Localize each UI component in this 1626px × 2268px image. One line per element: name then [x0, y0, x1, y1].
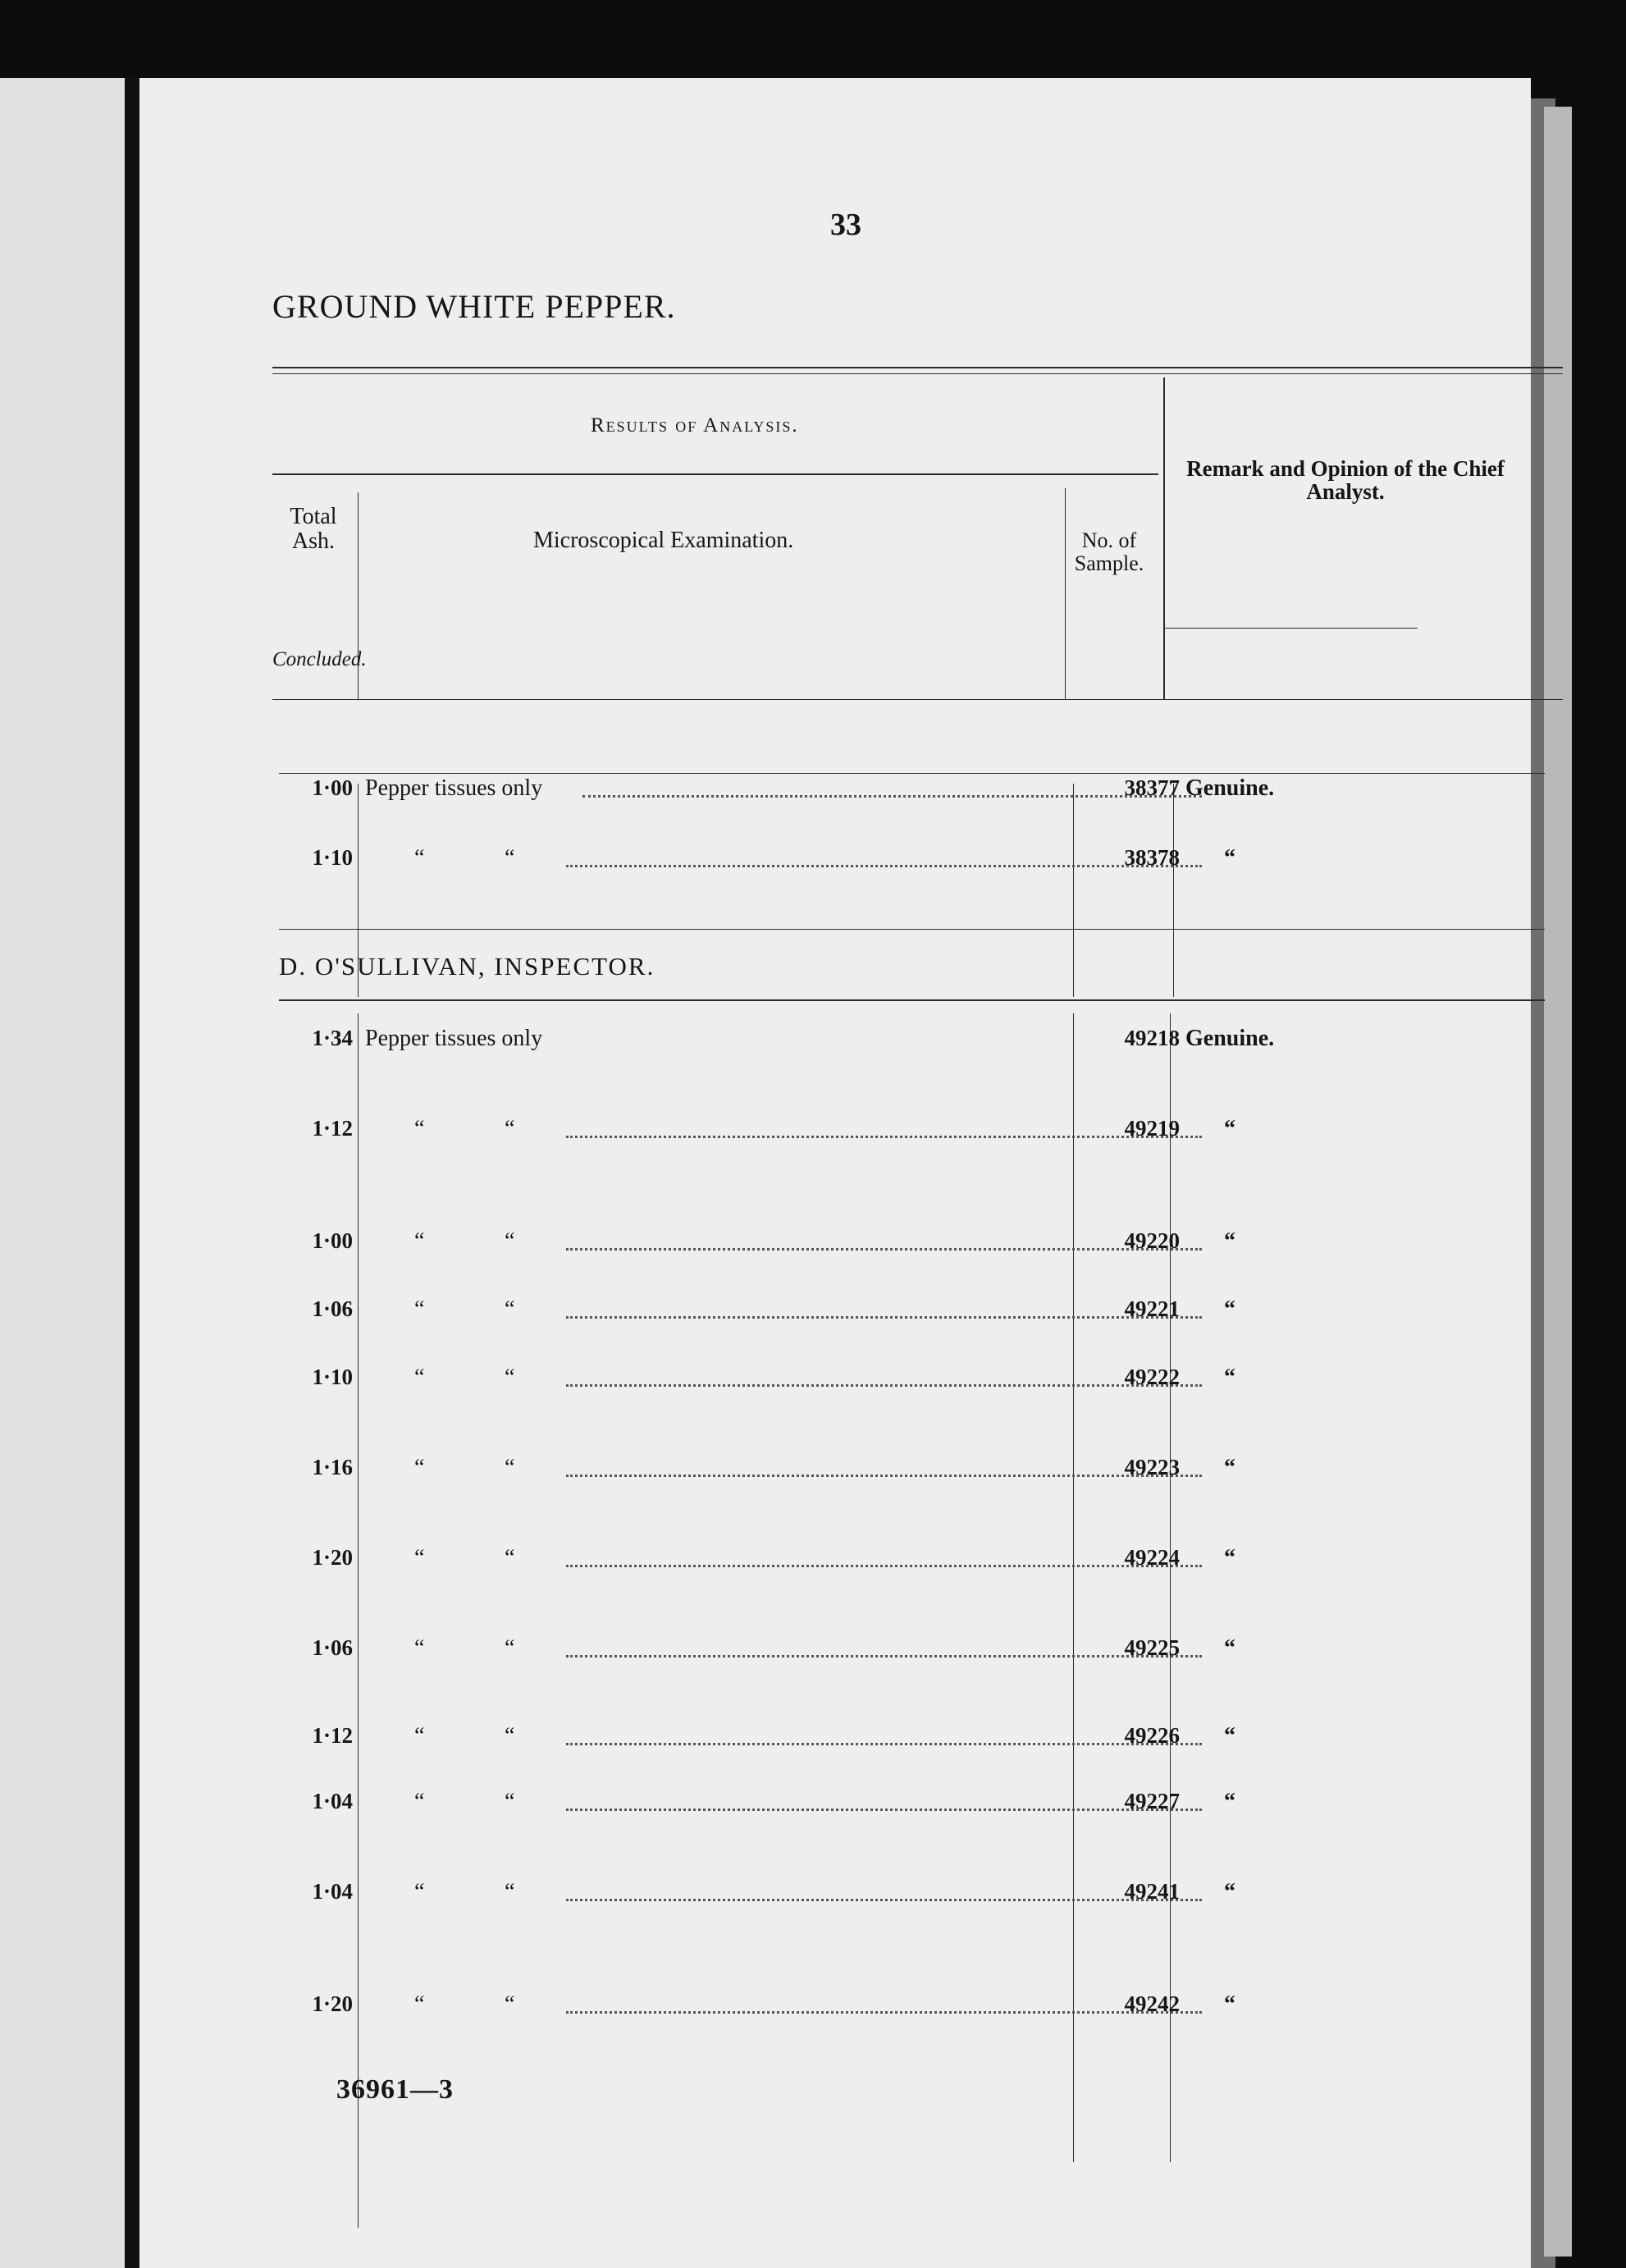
col-divider [1073, 784, 1074, 997]
table-row [139, 845, 1531, 878]
ditto-mark: “ [505, 1789, 515, 1814]
table-row [139, 1991, 1531, 2024]
remark-value: “ [1224, 1455, 1235, 1480]
sample-number: 49221 [1124, 1296, 1180, 1321]
remark-opinion-header: Remark and Opinion of the Chief Analyst. [1186, 456, 1505, 504]
sample-number: 49220 [1124, 1228, 1180, 1253]
table-row [139, 775, 1531, 808]
section2-top-rule [279, 999, 1545, 1001]
total-ash-value: 1·20 [312, 1991, 353, 2016]
total-ash-value: 1·04 [312, 1879, 353, 1904]
ditto-mark: “ [414, 1455, 425, 1480]
ditto-mark: “ [505, 1296, 515, 1322]
ditto-mark: “ [414, 1635, 425, 1661]
col-divider [1073, 1013, 1074, 2162]
total-ash-value: 1·20 [312, 1545, 353, 1570]
concluded-label: Concluded. [272, 648, 367, 670]
ditto-mark: “ [414, 1116, 425, 1141]
total-ash-value: 1·34 [312, 1026, 353, 1050]
remark-value: “ [1224, 1116, 1235, 1141]
page-title: GROUND WHITE PEPPER. [272, 288, 676, 325]
table-row [139, 1365, 1531, 1397]
table-row [139, 1116, 1531, 1149]
inspector-heading: D. O'SULLIVAN, INSPECTOR. [279, 952, 655, 981]
remark-value: “ [1224, 845, 1235, 871]
ditto-mark: “ [505, 1879, 515, 1904]
table-row [139, 1455, 1531, 1488]
ditto-mark: “ [414, 845, 425, 871]
section1-bottom-rule [279, 929, 1545, 930]
total-ash-value: 1·04 [312, 1789, 353, 1813]
page-right-edge [1544, 107, 1572, 2257]
ditto-mark: “ [505, 1116, 515, 1141]
remark-value: “ [1224, 1635, 1235, 1661]
section1-top-rule [279, 773, 1545, 774]
table-row [139, 1228, 1531, 1261]
total-ash-value: 1·12 [312, 1723, 353, 1748]
remark-value: “ [1224, 1879, 1235, 1904]
document-page [139, 78, 1531, 2268]
exam-description: Pepper tissues only [365, 1026, 543, 1051]
remark-value: “ [1224, 1789, 1235, 1814]
sample-number: 49218 [1124, 1026, 1180, 1050]
ditto-mark: “ [414, 1545, 425, 1571]
col-divider [1163, 377, 1165, 699]
ditto-mark: “ [414, 1296, 425, 1322]
sample-number: 49226 [1124, 1723, 1180, 1748]
total-ash-value: 1·06 [312, 1296, 353, 1321]
page-binding-edge [125, 78, 139, 2268]
page-number: 33 [830, 208, 861, 242]
sample-number: 49225 [1124, 1635, 1180, 1660]
remark-value: “ [1224, 1365, 1235, 1390]
sample-number: 49241 [1124, 1879, 1180, 1904]
total-ash-header: Total Ash. [290, 504, 337, 554]
total-ash-value: 1·00 [312, 1228, 353, 1253]
exam-description: Pepper tissues only [365, 775, 543, 801]
sample-number: 49223 [1124, 1455, 1180, 1479]
ditto-mark: “ [505, 1455, 515, 1480]
table-top-rule-2 [272, 373, 1563, 374]
total-ash-value: 1·10 [312, 845, 353, 870]
sample-number: 49219 [1124, 1116, 1180, 1141]
remark-value: “ [1224, 1991, 1235, 2017]
sample-number: 49227 [1124, 1789, 1180, 1813]
col-divider [358, 1013, 359, 2228]
table-row [139, 1296, 1531, 1329]
total-ash-value: 1·12 [312, 1116, 353, 1141]
ditto-mark: “ [414, 1879, 425, 1904]
remark-value: “ [1224, 1228, 1235, 1254]
adjacent-page-strip [0, 78, 125, 2268]
remark-value: Genuine. [1185, 775, 1275, 801]
ditto-mark: “ [505, 1723, 515, 1749]
ditto-mark: “ [414, 1991, 425, 2017]
table-row [139, 1026, 1531, 1059]
ditto-mark: “ [505, 1545, 515, 1571]
col-divider [1065, 488, 1066, 699]
table-row [139, 1635, 1531, 1668]
ditto-mark: “ [414, 1789, 425, 1814]
sample-number-header: No. of Sample. [1074, 528, 1144, 575]
table-top-rule [272, 367, 1563, 368]
remark-value: “ [1224, 1296, 1235, 1322]
total-ash-value: 1·10 [312, 1365, 353, 1389]
table-row [139, 1545, 1531, 1578]
col-divider [1170, 1013, 1171, 2162]
ditto-mark: “ [505, 1365, 515, 1390]
total-ash-value: 1·00 [312, 775, 353, 800]
print-code-footer: 36961—3 [336, 2074, 454, 2105]
table-row [139, 1723, 1531, 1756]
table-row [139, 1789, 1531, 1822]
total-ash-value: 1·06 [312, 1635, 353, 1660]
sample-number: 38377 [1124, 775, 1180, 800]
remark-value: “ [1224, 1545, 1235, 1571]
ditto-mark: “ [414, 1723, 425, 1749]
ditto-mark: “ [505, 1228, 515, 1254]
ditto-mark: “ [505, 845, 515, 871]
sample-number: 49224 [1124, 1545, 1180, 1570]
remark-header-rule [1163, 628, 1418, 629]
table-row [139, 1879, 1531, 1912]
remark-value: “ [1224, 1723, 1235, 1749]
ditto-mark: “ [505, 1991, 515, 2017]
ditto-mark: “ [414, 1365, 425, 1390]
scan-background [1572, 0, 1626, 2268]
microscopical-header: Microscopical Examination. [533, 528, 794, 553]
results-subrule [272, 473, 1158, 475]
col-divider [1173, 784, 1174, 997]
sample-number: 38378 [1124, 845, 1180, 870]
header-bottom-rule [272, 699, 1563, 700]
ditto-mark: “ [414, 1228, 425, 1254]
remark-value: Genuine. [1185, 1026, 1275, 1051]
ditto-mark: “ [505, 1635, 515, 1661]
sample-number: 49222 [1124, 1365, 1180, 1389]
sample-number: 49242 [1124, 1991, 1180, 2016]
results-of-analysis-header: Results of Analysis. [591, 414, 799, 437]
total-ash-value: 1·16 [312, 1455, 353, 1479]
